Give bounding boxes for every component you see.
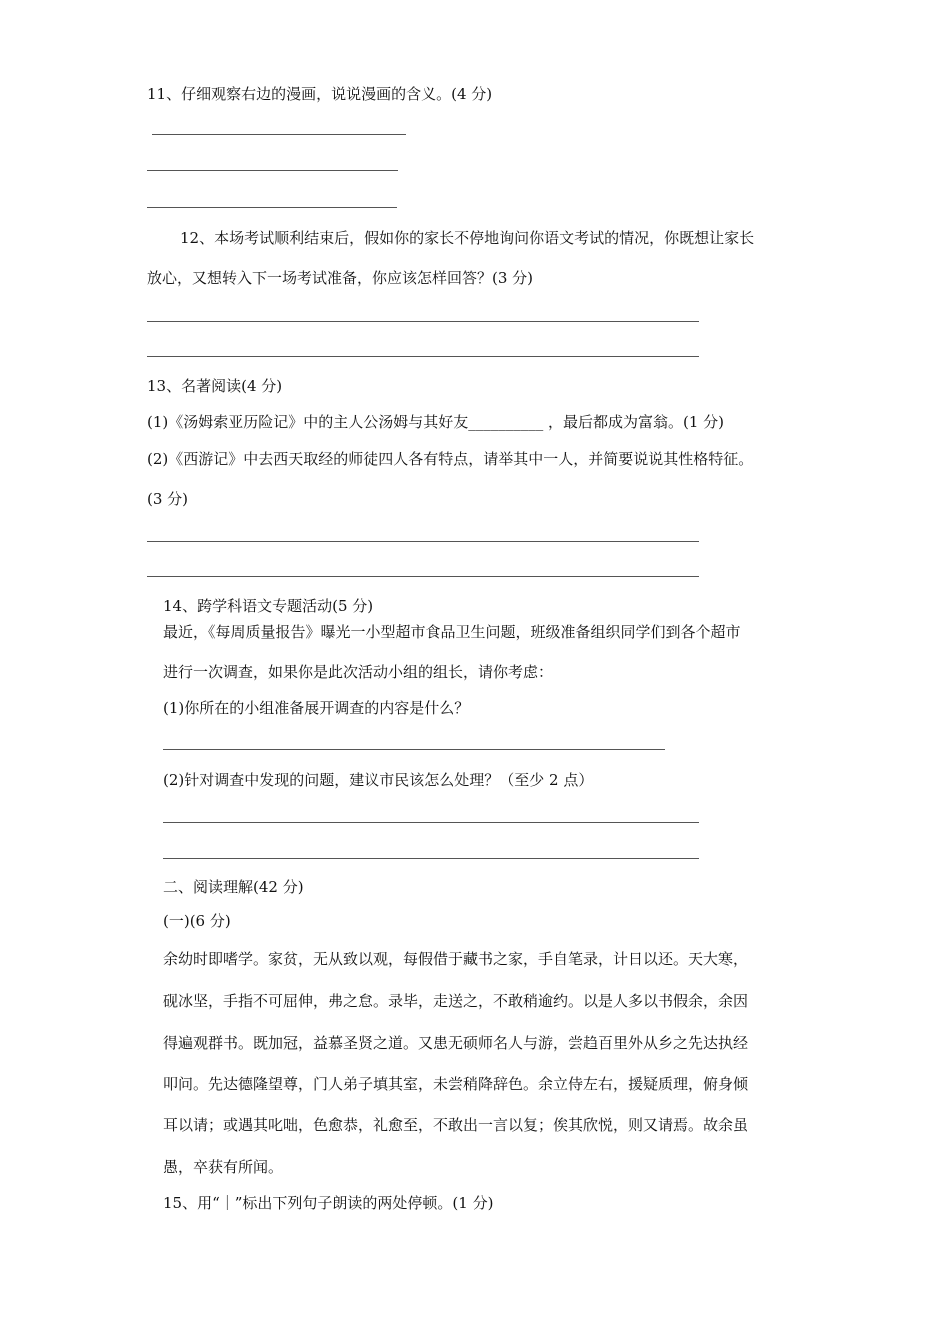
q14-title: 14、跨学科语文专题活动(5 分) — [163, 597, 374, 615]
q12-answer-line-2[interactable] — [147, 356, 699, 357]
q12-line-1: 12、本场考试顺利结束后，假如你的家长不停地询问你语文考试的情况，你既想让家长 — [180, 229, 755, 247]
q13-answer-line-2[interactable] — [147, 576, 699, 577]
section-2-sub-1: (一)(6 分) — [163, 912, 231, 930]
q13-part-2: (2)《西游记》中去西天取经的师徒四人各有特点，请举其中一人，并简要说说其性格特征。 — [147, 450, 754, 468]
q14-part-2: (2)针对调查中发现的问题，建议市民该怎么处理？（至少 2 点） — [163, 771, 594, 789]
q14-intro-line-2: 进行一次调查，如果你是此次活动小组的组长，请你考虑： — [163, 663, 554, 681]
q14-part-2-answer-line-1[interactable] — [163, 822, 699, 823]
q14-intro-line-1: 最近，《每周质量报告》曝光一小型超市食品卫生问题，班级准备组织同学们到各个超市 — [163, 623, 741, 641]
q15-prompt: 15、用“｜”标出下列句子朗读的两处停顿。(1 分) — [163, 1194, 494, 1212]
q12-line-2: 放心，又想转入下一场考试准备，你应该怎样回答？(3 分) — [147, 269, 534, 287]
passage-line: 叩问。先达德隆望尊，门人弟子填其室，未尝稍降辞色。余立侍左右，援疑质理，俯身倾 — [163, 1075, 749, 1093]
passage-line: 砚冰坚，手指不可屈伸，弗之怠。录毕，走送之，不敢稍逾约。以是人多以书假余，余因 — [163, 992, 749, 1010]
section-2-title: 二、阅读理解(42 分) — [163, 878, 304, 896]
q14-part-1-answer-line[interactable] — [163, 749, 665, 750]
q12-answer-line-1[interactable] — [147, 321, 699, 322]
q14-part-2-answer-line-2[interactable] — [163, 858, 699, 859]
q13-part-2-score: (3 分) — [147, 490, 189, 508]
q13-title: 13、名著阅读(4 分) — [147, 377, 283, 395]
q13-answer-line-1[interactable] — [147, 541, 699, 542]
passage-line: 愚，卒获有所闻。 — [163, 1158, 284, 1176]
q14-part-1: (1)你所在的小组准备展开调查的内容是什么？ — [163, 699, 470, 717]
q11-prompt: 11、仔细观察右边的漫画，说说漫画的含义。(4 分) — [147, 85, 493, 103]
q13-part-1: (1)《汤姆索亚历险记》中的主人公汤姆与其好友__________ ，最后都成为富翁。(1 分) — [147, 413, 725, 431]
q11-answer-line-2[interactable] — [147, 170, 398, 171]
passage-line: 得遍观群书。既加冠，益慕圣贤之道。又患无硕师名人与游，尝趋百里外从乡之先达执经 — [163, 1034, 749, 1052]
passage-line: 余幼时即嗜学。家贫，无从致以观，每假借于藏书之家，手自笔录，计日以还。天大寒， — [163, 950, 749, 968]
q11-answer-line-1[interactable] — [152, 134, 406, 135]
passage-line: 耳以请；或遇其叱咄，色愈恭，礼愈至，不敢出一言以复；俟其欣悦，则又请焉。故余虽 — [163, 1116, 749, 1134]
q11-answer-line-3[interactable] — [147, 207, 397, 208]
